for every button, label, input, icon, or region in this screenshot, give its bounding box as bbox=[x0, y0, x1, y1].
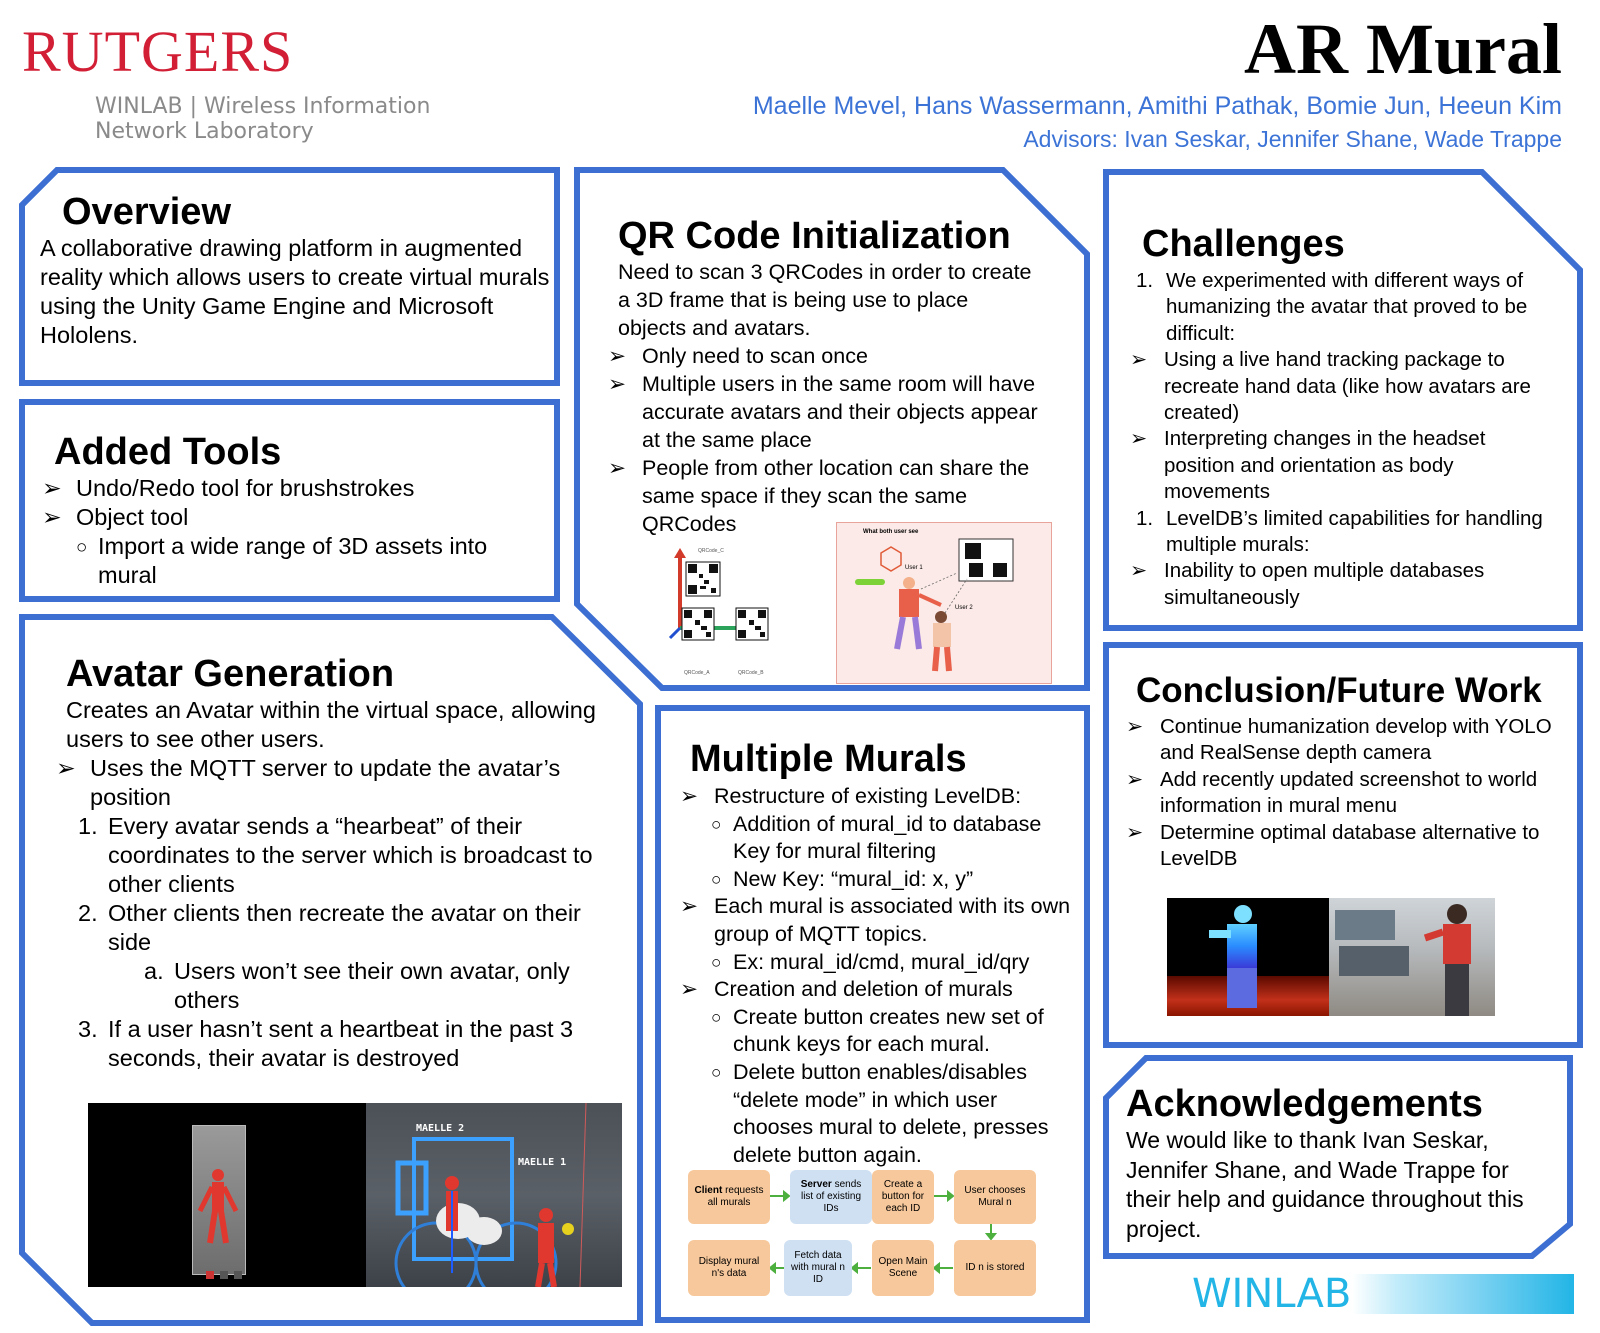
conclusion-heading: Conclusion/Future Work bbox=[1136, 671, 1542, 710]
challenge-subitem: ➢ Inability to open multiple databases simultaneously bbox=[1130, 558, 1560, 611]
avatar-step: 1. Every avatar sends a “hearbeat” of their coordinates to the server which is broadcast to other clients bbox=[78, 813, 593, 897]
flow-step-fetch-data: Fetch data with mural n ID bbox=[784, 1240, 852, 1296]
murals-heading: Multiple Murals bbox=[690, 738, 967, 780]
challenges-heading: Challenges bbox=[1142, 223, 1345, 265]
qr-axes-graphic bbox=[668, 546, 794, 682]
winlab-logo-text: WINLAB bbox=[1192, 1271, 1352, 1317]
flow-step-client-requests: Client requests all murals bbox=[688, 1170, 770, 1224]
avatar-screenshot-left bbox=[88, 1103, 366, 1287]
step-number: a. bbox=[144, 958, 164, 984]
qr-item: ➢ People from other location can share the same space if they scan the same QRCodes bbox=[608, 454, 1048, 538]
advisors: Advisors: Ivan Seskar, Jennifer Shane, Wade Trappe bbox=[1023, 126, 1562, 152]
rgb-camera-image bbox=[1329, 898, 1495, 1016]
flow-step-user-chooses: User chooses Mural n bbox=[954, 1170, 1036, 1224]
ack-text: We would like to thank Ivan Seskar, Jennifer Shane, and Wade Trappe for their help and guidance throughout this project. bbox=[1126, 1127, 1524, 1242]
depth-camera-image bbox=[1167, 898, 1329, 1016]
murals-bullet: ➢ Creation and deletion of murals bbox=[680, 976, 1080, 1004]
lab-line-1: WINLAB | Wireless Information bbox=[95, 94, 431, 119]
tools-item: ➢ Object tool bbox=[42, 503, 542, 532]
users-illustration bbox=[837, 523, 1051, 683]
conclusion-item: ➢ Determine optimal database alternative to LevelDB bbox=[1126, 820, 1578, 873]
avatar-substep: a. Users won’t see their own avatar, only others bbox=[144, 958, 570, 1013]
avatar-screenshot-right bbox=[366, 1103, 622, 1287]
depth-person bbox=[1167, 898, 1329, 1016]
qr-label-b: QRCode_B bbox=[738, 670, 764, 676]
ack-heading: Acknowledgements bbox=[1126, 1083, 1483, 1125]
qr-axes-diagram bbox=[668, 546, 794, 682]
qr-item: ➢ Only need to scan once bbox=[608, 342, 1048, 370]
figure-title: What both user see bbox=[863, 529, 919, 535]
murals-subbullet: ○ Addition of mural_id to database Key for mural filtering bbox=[711, 811, 1080, 866]
flow-step-create-button: Create a button for each ID bbox=[872, 1170, 934, 1224]
conclusion-panel bbox=[1126, 670, 1578, 872]
flow-step-id-stored: ID n is stored bbox=[954, 1240, 1036, 1296]
murals-subbullet: ○ New Key: “mural_id: x, y” bbox=[711, 866, 1080, 894]
user-label: User 2 bbox=[955, 605, 973, 611]
rutgers-logo: RUTGERS bbox=[22, 19, 294, 84]
qr-panel bbox=[608, 214, 1068, 538]
avatar-heading: Avatar Generation bbox=[66, 653, 395, 695]
avatar-intro: Creates an Avatar within the virtual space, allowing users to see other users. bbox=[66, 697, 596, 752]
overview-panel bbox=[40, 190, 550, 350]
murals-subbullet: ○ Delete button enables/disables “delete mode” in which user chooses mural to delete, presses delete button again. bbox=[711, 1059, 1080, 1169]
flow-step-open-scene: Open Main Scene bbox=[872, 1240, 934, 1296]
overview-text: A collaborative drawing platform in augmented reality which allows users to create virtual murals using the Unity Game Engine and Microsoft Hololens. bbox=[40, 235, 550, 348]
avatar-step: 3. If a user hasn’t sent a heartbeat in the past 3 seconds, their avatar is destroyed bbox=[78, 1016, 574, 1071]
murals-panel bbox=[680, 737, 1080, 1169]
avatar-bullet: ➢ Uses the MQTT server to update the avatar’s position bbox=[56, 754, 616, 812]
ack-panel bbox=[1126, 1082, 1556, 1244]
flow-step-display: Display mural n's data bbox=[688, 1240, 770, 1296]
qr-label-a: QRCode_A bbox=[684, 670, 710, 676]
avatar-label: MAELLE 2 bbox=[416, 1123, 465, 1134]
challenge-subitem: ➢ Interpreting changes in the headset position and orientation as body movements bbox=[1130, 426, 1560, 505]
user-label: User 1 bbox=[905, 565, 923, 571]
murals-subbullet: ○ Ex: mural_id/cmd, mural_id/qry bbox=[711, 949, 1080, 977]
winlab-logo-waves bbox=[1352, 1274, 1574, 1314]
challenges-panel bbox=[1130, 222, 1560, 611]
qr-users-figure bbox=[836, 522, 1052, 684]
challenge-number: 1. bbox=[1136, 269, 1154, 292]
winlab-footer-logo bbox=[1192, 1272, 1574, 1316]
tools-heading: Added Tools bbox=[54, 431, 282, 473]
avatar-label: MAELLE 1 bbox=[518, 1157, 567, 1168]
overview-heading: Overview bbox=[62, 191, 231, 233]
unity-scene-figures bbox=[366, 1103, 622, 1287]
step-number: 1. bbox=[78, 813, 98, 839]
red-avatar-figure bbox=[88, 1103, 366, 1287]
poster-title: AR Mural bbox=[1244, 9, 1562, 89]
murals-subbullet: ○ Create button creates new set of chunk keys for each mural. bbox=[711, 1004, 1080, 1059]
qr-heading: QR Code Initialization bbox=[618, 215, 1011, 257]
tools-item: ➢ Undo/Redo tool for brushstrokes bbox=[42, 474, 542, 503]
avatar-panel bbox=[56, 652, 616, 1073]
lab-scene bbox=[1329, 898, 1495, 1016]
challenge-item: 1. We experimented with different ways of humanizing the avatar that proved to be difficult: bbox=[1136, 269, 1528, 345]
challenge-number: 1. bbox=[1136, 506, 1154, 530]
challenge-item: 1. LevelDB’s limited capabilities for handling multiple murals: bbox=[1136, 506, 1543, 557]
tools-panel bbox=[42, 430, 542, 590]
qr-label-c: QRCode_C bbox=[698, 548, 724, 554]
murals-bullet: ➢ Each mural is associated with its own group of MQTT topics. bbox=[680, 893, 1080, 948]
tools-subitem: ○ Import a wide range of 3D assets into mural bbox=[76, 532, 542, 590]
step-number: 3. bbox=[78, 1016, 98, 1042]
qr-intro: Need to scan 3 QRCodes in order to create a 3D frame that is being use to place objects and avatars. bbox=[618, 260, 1032, 340]
murals-flowchart bbox=[688, 1170, 1070, 1306]
authors: Maelle Mevel, Hans Wassermann, Amithi Pathak, Bomie Jun, Heeun Kim bbox=[752, 92, 1562, 120]
avatar-step: 2. Other clients then recreate the avatar on their side bbox=[78, 900, 581, 955]
step-number: 2. bbox=[78, 900, 98, 926]
murals-bullet: ➢ Restructure of existing LevelDB: bbox=[680, 783, 1080, 811]
conclusion-item: ➢ Add recently updated screenshot to world information in mural menu bbox=[1126, 767, 1578, 820]
qr-item: ➢ Multiple users in the same room will have accurate avatars and their objects appear at the same place bbox=[608, 370, 1048, 454]
challenge-subitem: ➢ Using a live hand tracking package to recreate hand data (like how avatars are created) bbox=[1130, 347, 1560, 426]
lab-line-2: Network Laboratory bbox=[95, 119, 314, 144]
flow-step-server-sends: Server sends list of existing IDs bbox=[790, 1170, 872, 1224]
conclusion-item: ➢ Continue humanization develop with YOLO and RealSense depth camera bbox=[1126, 714, 1578, 767]
